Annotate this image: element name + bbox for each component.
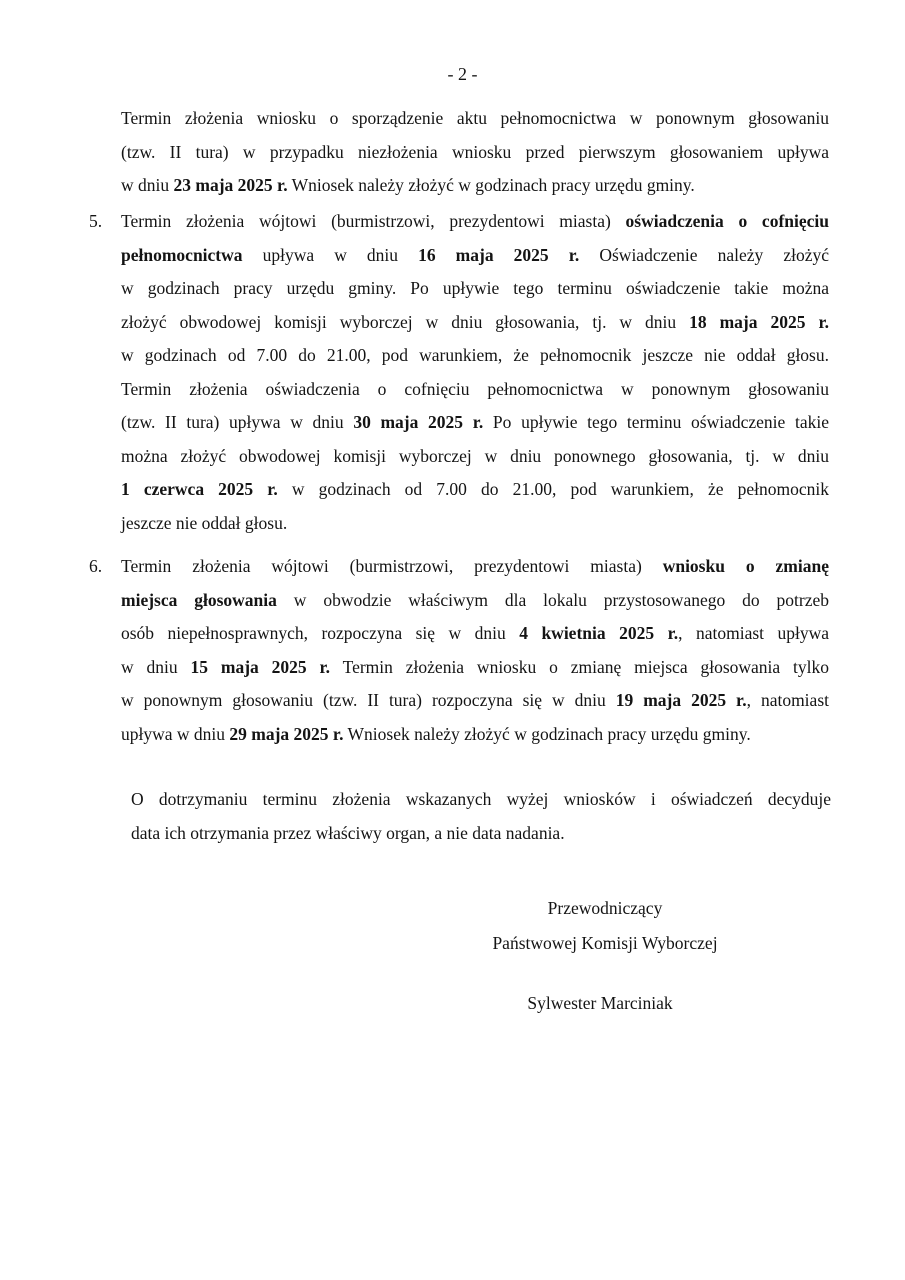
text: osób niepełnosprawnych, rozpoczyna się w dniu (121, 623, 520, 643)
text-line (121, 550, 829, 584)
text-line (121, 718, 829, 752)
bold-text: 15 maja 2025 r. (190, 656, 331, 677)
text-line (121, 684, 829, 718)
text: upływa w dniu (242, 244, 419, 265)
text: złożyć obwodowej komisji wyborczej w dniu głosowania, tj. w dniu (121, 311, 690, 332)
bold-text: 4 kwietnia 2025 r. (519, 623, 679, 643)
text: Termin złożenia wniosku o sporządzenie aktu pełnomocnictwa w ponownym głosowaniu (121, 108, 829, 128)
text-line (121, 239, 829, 273)
text: w obwodzie właściwym dla lokalu przystosowanego do potrzeb (276, 589, 829, 610)
list-item-6-text (121, 550, 829, 751)
text: Termin złożenia oświadczenia o cofnięciu pełnomocnictwa w ponownym głosowaniu (121, 378, 829, 399)
text: można złożyć obwodowej komisji wyborczej w dniu ponownego głosowania, tj. w dniu (121, 445, 829, 466)
text-line (131, 817, 831, 851)
text-line (121, 306, 829, 340)
text-line (121, 406, 829, 440)
bold-text: 19 maja 2025 r. (615, 690, 747, 710)
text: w godzinach pracy urzędu gminy. Po upływie tego terminu oświadczenie takie można (121, 278, 829, 298)
text: Po upływie tego terminu oświadczenie takie (483, 412, 829, 432)
signature-name: Sylwester Marciniak (527, 993, 673, 1013)
bold-text: miejsca głosowania (121, 589, 277, 610)
text: jeszcze nie oddał głosu. (121, 512, 288, 533)
text: Wniosek należy złożyć w godzinach pracy urzędu gminy. (343, 723, 751, 744)
text-line (121, 507, 829, 541)
text-line (121, 473, 829, 507)
bold-text: 30 maja 2025 r. (353, 412, 484, 432)
text-line (121, 339, 829, 373)
text: Termin złożenia wniosku o zmianę miejsca głosowania tylko (330, 656, 830, 677)
list-item-number-6: 6. (89, 556, 103, 576)
signature-title: Przewodniczący (547, 898, 663, 918)
text: Termin złożenia wójtowi (burmistrzowi, prezydentowi miasta) (121, 211, 626, 231)
bold-text: 23 maja 2025 r. (173, 175, 288, 195)
text: Wniosek należy złożyć w godzinach pracy urzędu gminy. (287, 175, 695, 195)
text-line (121, 584, 829, 618)
text: Oświadczenie należy złożyć (579, 244, 829, 265)
text: Termin złożenia wójtowi (burmistrzowi, prezydentowi miasta) (121, 556, 663, 576)
bold-text: 29 maja 2025 r. (229, 723, 344, 744)
signature-organization: Państwowej Komisji Wyborczej (492, 933, 718, 953)
bold-text: wniosku o zmianę (662, 556, 829, 576)
text-line (121, 136, 829, 170)
text-line (131, 783, 831, 817)
bold-text: pełnomocnictwa (121, 244, 243, 265)
intro-paragraph (121, 102, 829, 203)
text-line (121, 272, 829, 306)
list-item-5-text (121, 205, 829, 540)
text-line (121, 102, 829, 136)
text: , natomiast upływa (678, 623, 829, 643)
text: data ich otrzymania przez właściwy organ, a nie data nadania. (131, 822, 565, 843)
text: upływa w dniu (121, 723, 230, 744)
text: w dniu (121, 175, 174, 195)
text-line (121, 205, 829, 239)
text-line (121, 651, 829, 685)
text: w godzinach od 7.00 do 21.00, pod warunkiem, że pełnomocnik jeszcze nie oddał głosu. (121, 345, 829, 365)
text-line (121, 617, 829, 651)
text: (tzw. II tura) w przypadku niezłożenia wniosku przed pierwszym głosowaniem upływa (121, 141, 829, 162)
text: w dniu (121, 656, 191, 677)
text: , natomiast (746, 690, 829, 710)
text: w ponownym głosowaniu (tzw. II tura) rozpoczyna się w dniu (121, 690, 616, 710)
bold-text: 1 czerwca 2025 r. (121, 479, 278, 499)
bold-text: oświadczenia o cofnięciu (625, 211, 829, 231)
text-line (121, 440, 829, 474)
page-number: - 2 - (447, 64, 478, 84)
text: O dotrzymaniu terminu złożenia wskazanych wyżej wniosków i oświadczeń decyduje (131, 789, 831, 809)
bold-text: 18 maja 2025 r. (689, 311, 829, 332)
list-item-number-5: 5. (89, 211, 103, 231)
bold-text: 16 maja 2025 r. (418, 244, 580, 265)
closing-paragraph (131, 783, 831, 850)
text-line (121, 373, 829, 407)
text-line (121, 169, 829, 203)
text: (tzw. II tura) upływa w dniu (121, 412, 354, 432)
text: w godzinach od 7.00 do 21.00, pod warunkiem, że pełnomocnik (277, 479, 829, 499)
